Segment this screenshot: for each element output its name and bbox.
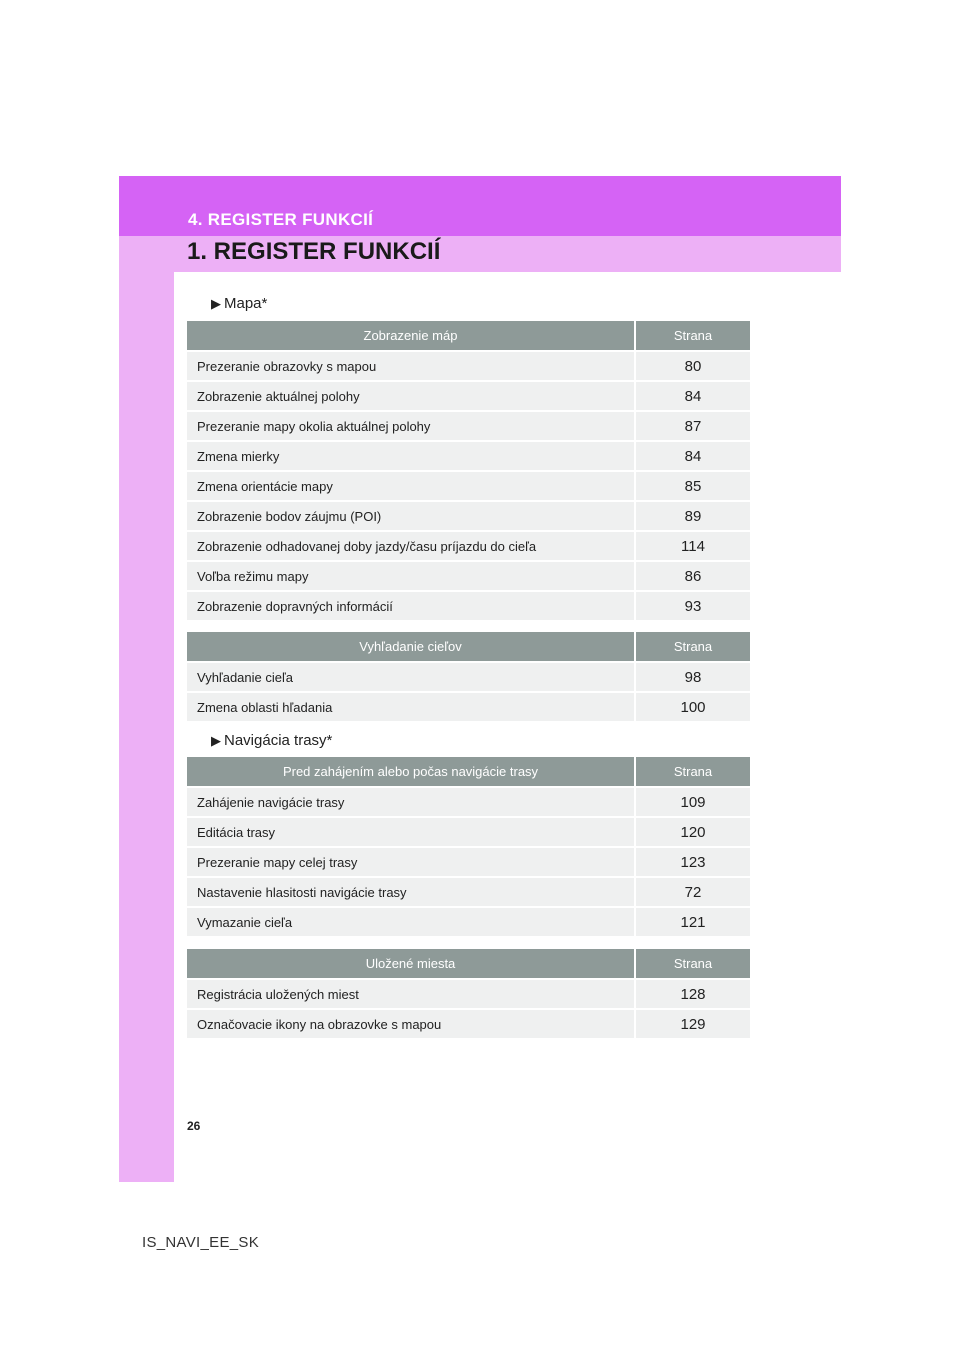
function-cell: Registrácia uložených miest bbox=[187, 979, 635, 1009]
table-row bbox=[187, 662, 750, 692]
function-cell: Zahájenie navigácie trasy bbox=[187, 787, 635, 817]
table-row bbox=[187, 907, 750, 936]
page-cell: 84 bbox=[635, 441, 750, 471]
table-row bbox=[187, 787, 750, 817]
column-header-page: Strana bbox=[635, 632, 750, 662]
page-cell: 129 bbox=[635, 1009, 750, 1038]
table-row bbox=[187, 591, 750, 620]
table-saved-places bbox=[187, 949, 750, 1038]
column-header-function: Vyhľadanie cieľov bbox=[187, 632, 635, 662]
sidebar-band bbox=[119, 176, 174, 1182]
function-cell: Zobrazenie aktuálnej polohy bbox=[187, 381, 635, 411]
triangle-right-icon: ▶ bbox=[211, 733, 221, 748]
table-row bbox=[187, 351, 750, 381]
page-cell: 89 bbox=[635, 501, 750, 531]
function-cell: Voľba režimu mapy bbox=[187, 561, 635, 591]
function-cell: Zobrazenie dopravných informácií bbox=[187, 591, 635, 620]
document-code: IS_NAVI_EE_SK bbox=[142, 1234, 260, 1251]
table-row bbox=[187, 381, 750, 411]
page-cell: 93 bbox=[635, 591, 750, 620]
function-cell: Editácia trasy bbox=[187, 817, 635, 847]
page-cell: 121 bbox=[635, 907, 750, 936]
column-header-function: Pred zahájením alebo počas navigácie trasy bbox=[187, 757, 635, 787]
page-cell: 85 bbox=[635, 471, 750, 501]
page-cell: 114 bbox=[635, 531, 750, 561]
function-cell: Zmena orientácie mapy bbox=[187, 471, 635, 501]
section-title: 1. REGISTER FUNKCIÍ bbox=[187, 238, 441, 265]
function-cell: Nastavenie hlasitosti navigácie trasy bbox=[187, 877, 635, 907]
page-cell: 84 bbox=[635, 381, 750, 411]
subhead-route-guidance bbox=[211, 732, 332, 749]
table-row bbox=[187, 692, 750, 721]
page-cell: 98 bbox=[635, 662, 750, 692]
table-row bbox=[187, 471, 750, 501]
column-header-page: Strana bbox=[635, 949, 750, 979]
function-cell: Vymazanie cieľa bbox=[187, 907, 635, 936]
table-row bbox=[187, 561, 750, 591]
page-cell: 100 bbox=[635, 692, 750, 721]
table-row bbox=[187, 441, 750, 471]
subhead-label: Navigácia trasy* bbox=[224, 732, 333, 749]
page-number: 26 bbox=[187, 1119, 201, 1133]
function-cell: Zmena oblasti hľadania bbox=[187, 692, 635, 721]
page-cell: 87 bbox=[635, 411, 750, 441]
subhead-label: Mapa* bbox=[224, 295, 268, 312]
function-cell: Zmena mierky bbox=[187, 441, 635, 471]
table-map-display bbox=[187, 321, 750, 620]
table-row bbox=[187, 1009, 750, 1038]
column-header-function: Zobrazenie máp bbox=[187, 321, 635, 351]
table-row bbox=[187, 501, 750, 531]
table-destination-search bbox=[187, 632, 750, 721]
page-cell: 72 bbox=[635, 877, 750, 907]
function-cell: Zobrazenie bodov záujmu (POI) bbox=[187, 501, 635, 531]
function-cell: Prezeranie obrazovky s mapou bbox=[187, 351, 635, 381]
function-cell: Prezeranie mapy celej trasy bbox=[187, 847, 635, 877]
page-cell: 120 bbox=[635, 817, 750, 847]
function-cell: Vyhľadanie cieľa bbox=[187, 662, 635, 692]
page-cell: 128 bbox=[635, 979, 750, 1009]
table-row bbox=[187, 531, 750, 561]
table-route-guidance bbox=[187, 757, 750, 936]
page-cell: 123 bbox=[635, 847, 750, 877]
page-cell: 80 bbox=[635, 351, 750, 381]
function-cell: Označovacie ikony na obrazovke s mapou bbox=[187, 1009, 635, 1038]
table-row bbox=[187, 847, 750, 877]
page-cell: 109 bbox=[635, 787, 750, 817]
table-row bbox=[187, 817, 750, 847]
table-row bbox=[187, 979, 750, 1009]
chapter-title: 4. REGISTER FUNKCIÍ bbox=[188, 210, 374, 229]
column-header-page: Strana bbox=[635, 321, 750, 351]
column-header-function: Uložené miesta bbox=[187, 949, 635, 979]
function-cell: Zobrazenie odhadovanej doby jazdy/času príjazdu do cieľa bbox=[187, 531, 635, 561]
column-header-page: Strana bbox=[635, 757, 750, 787]
page-cell: 86 bbox=[635, 561, 750, 591]
function-cell: Prezeranie mapy okolia aktuálnej polohy bbox=[187, 411, 635, 441]
triangle-right-icon: ▶ bbox=[211, 296, 221, 311]
table-row bbox=[187, 411, 750, 441]
subhead-map bbox=[211, 295, 267, 312]
table-row bbox=[187, 877, 750, 907]
